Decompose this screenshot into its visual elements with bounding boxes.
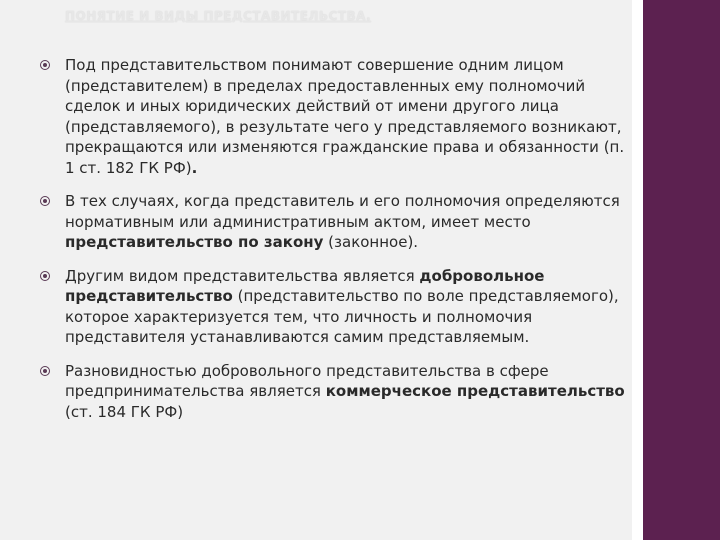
circle-bullet-icon xyxy=(40,60,50,70)
bullet-text-bold: коммерческое представительство xyxy=(325,382,625,400)
bullet-text-bold: добровольное представительство xyxy=(65,266,545,305)
bullet-text-end: . xyxy=(191,158,198,177)
slide-title: ПОНЯТИЕ И ВИДЫ ПРЕДСТАВИТЕЛЬСТВА. xyxy=(65,9,372,23)
bullet-item-legal-representation xyxy=(40,191,625,253)
bullet-text xyxy=(65,362,625,421)
bullet-text-bold: представительство по закону xyxy=(65,233,324,251)
bullet-text-part: (законное). xyxy=(323,233,419,251)
bullet-item-voluntary-representation xyxy=(40,266,625,348)
bullet-text-part: Под представительством понимают совершение одним лицом (представителем) в пределах предоставленных ему полномочий сделок и иных юридических действий от имени другого лица (представляемого), в результате чего у представляемого возникают, прекращаются или изменяются гражданские права и обязанности (п. 1 ст. 182 ГК РФ) xyxy=(65,56,625,177)
side-accent-panel xyxy=(643,0,720,540)
bullet-text-part: (представительство по воле представляемого), которое характеризуется тем, что личность и полномочия представителя устанавливаются самим представляемым. xyxy=(65,287,619,346)
divider-strip xyxy=(632,0,643,540)
bullet-text-part: (ст. 184 ГК РФ) xyxy=(65,402,184,421)
bullet-list xyxy=(40,55,625,435)
circle-bullet-icon xyxy=(40,196,50,206)
bullet-text xyxy=(65,56,624,177)
circle-bullet-icon xyxy=(40,366,50,376)
bullet-text-part: Разновидностью добровольного представительства в сфере предпринимательства является xyxy=(65,361,549,400)
bullet-item-commercial-representation xyxy=(40,361,625,423)
circle-bullet-icon xyxy=(40,271,50,281)
bullet-text xyxy=(65,192,620,251)
bullet-text-part: Другим видом представительства является xyxy=(65,266,420,285)
bullet-text xyxy=(65,267,619,347)
bullet-item-definition xyxy=(40,55,625,178)
bullet-text-part: В тех случаях, когда представитель и его полномочия определяются нормативным или административным актом, имеет место xyxy=(65,192,620,231)
